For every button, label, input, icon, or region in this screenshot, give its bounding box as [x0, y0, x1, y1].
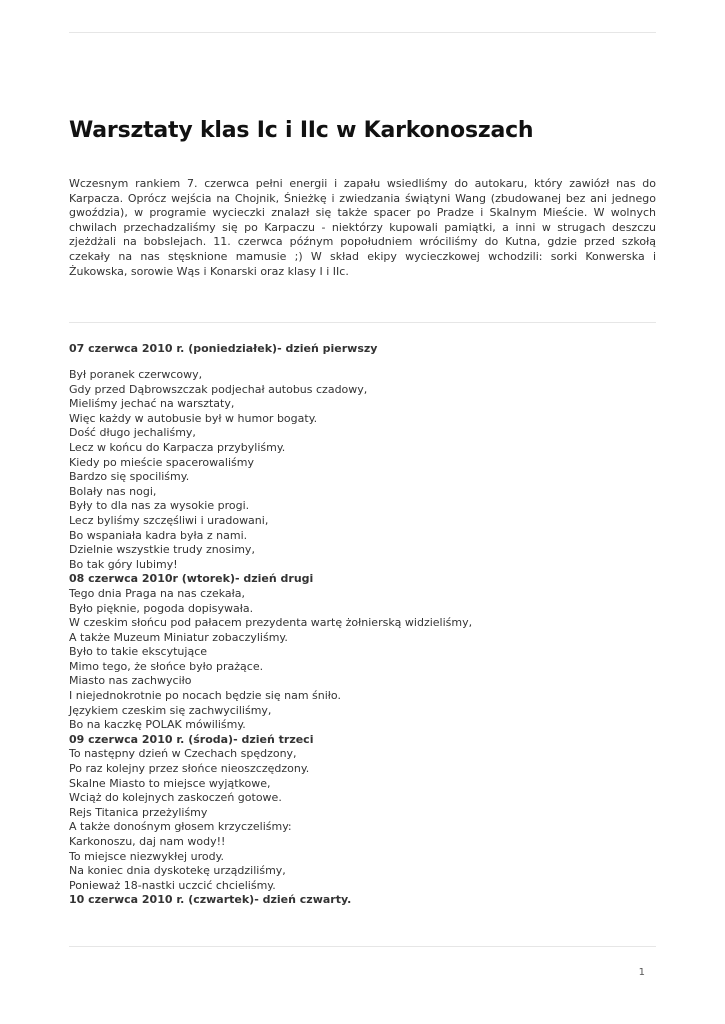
poem-line: Dzielnie wszystkie trudy znosimy, [69, 543, 255, 557]
poem-line: Tego dnia Praga na nas czekała, [69, 586, 246, 600]
poem-line: Rejs Titanica przeżyliśmy [69, 805, 208, 819]
poem-line: Były to dla nas za wysokie progi. [69, 499, 250, 513]
poem-line: To miejsce niezwykłej urody. [69, 849, 225, 863]
poem-line: Miasto nas zachwyciło [69, 674, 192, 688]
poem-line: A także Muzeum Miniatur zobaczyliśmy. [69, 630, 288, 644]
intro-paragraph: Wczesnym rankiem 7. czerwca pełni energii i zapału wsiedliśmy do autokaru, który zawiózł nas do Karpacza. Oprócz wejścia na Chojnik, Śnieżkę i zwiedzania świątyni Wang (zbudowanej bez ani jednego gwoździa), w programie wycieczki znalazł się także spacer po Pradze i Skalnym Mieście. W wolnych chwilach przechadzaliśmy się po Karpaczu - niektórzy kupowali pamiątki, a inni w strugach deszczu zjeżdżali na bobslejach. 11. czerwca późnym popołudniem wróciliśmy do Kutna, gdzie przed szkołą czekały na nas stęsknione mamusie ;) W skład ekipy wycieczkowej wchodzili: sorki Konwerska i Żukowska, sorowie Wąs i Konarski oraz klasy I i IIc. [69, 177, 656, 278]
poem-line: Na koniec dnia dyskotekę urządziliśmy, [69, 864, 286, 878]
day-heading: 09 czerwca 2010 r. (środa)- dzień trzeci [69, 732, 314, 746]
poem-line: Karkonoszu, daj nam wody!! [69, 835, 226, 848]
poem-line: Lecz byliśmy szczęśliwi i uradowani, [69, 513, 269, 527]
poem-line: Bo tak góry lubimy! [69, 557, 178, 571]
poem-line: Było to takie ekscytujące [69, 645, 208, 659]
poem-line: Było pięknie, pogoda dopisywała. [69, 601, 254, 615]
poem-line: Kiedy po mieście spacerowaliśmy [69, 455, 254, 469]
poem-line: A także donośnym głosem krzyczeliśmy: [69, 820, 292, 834]
poem-line: Gdy przed Dąbrowszczak podjechał autobus czadowy, [69, 382, 368, 396]
poem-line: Więc każdy w autobusie był w humor bogaty. [69, 411, 318, 425]
page-title: Warsztaty klas Ic i IIc w Karkonoszach [69, 118, 534, 143]
day-heading: 10 czerwca 2010 r. (czwartek)- dzień czwarty. [69, 893, 352, 907]
top-divider [69, 32, 656, 33]
poem-line: Mimo tego, że słońce było prażące. [69, 659, 264, 673]
poem-line: W czeskim słońcu pod pałacem prezydenta wartę żołnierską widzieliśmy, [69, 616, 473, 630]
bottom-divider [69, 946, 656, 947]
poem [69, 368, 656, 908]
poem-line: Bardzo się spociliśmy. [69, 470, 190, 484]
poem-line: Mieliśmy jechać na warsztaty, [69, 397, 235, 411]
poem-line: Skalne Miasto to miejsce wyjątkowe, [69, 776, 271, 790]
poem-line: Językiem czeskim się zachwyciliśmy, [69, 703, 272, 717]
poem-line: Dość długo jechaliśmy, [69, 426, 196, 440]
poem-line: Wciąż do kolejnych zaskoczeń gotowe. [69, 791, 282, 805]
poem-line: Ponieważ 18-nastki uczcić chcieliśmy. [69, 878, 276, 892]
poem-line: Bo wspaniała kadra była z nami. [69, 528, 248, 542]
poem-line: Po raz kolejny przez słońce nieoszczędzony. [69, 762, 310, 776]
day-heading: 08 czerwca 2010r (wtorek)- dzień drugi [69, 572, 314, 586]
poem-line: To następny dzień w Czechach spędzony, [69, 747, 297, 761]
poem-line: Bo na kaczkę POLAK mówiliśmy. [69, 718, 246, 732]
poem-line: I niejednokrotnie po nocach będzie się nam śniło. [69, 689, 341, 703]
poem-line: Był poranek czerwcowy, [69, 368, 203, 381]
section-divider [69, 322, 656, 323]
day-heading: 07 czerwca 2010 r. (poniedziałek)- dzień pierwszy [69, 342, 378, 355]
poem-line: Bolały nas nogi, [69, 484, 157, 498]
poem-line: Lecz w końcu do Karpacza przybyliśmy. [69, 440, 286, 454]
page-number: 1 [638, 967, 645, 978]
